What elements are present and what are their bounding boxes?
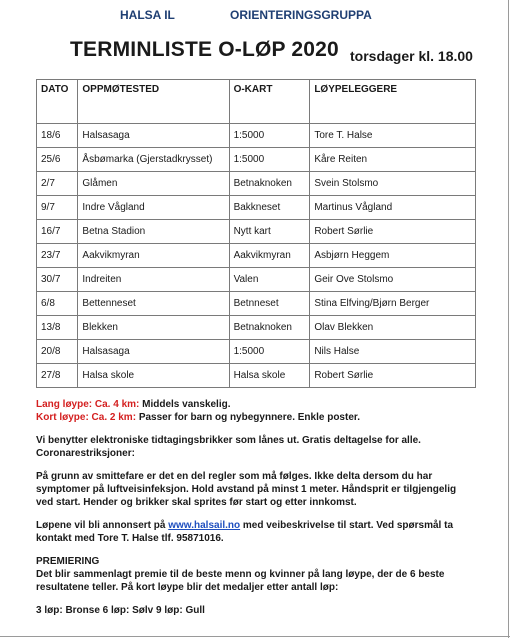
table-row [37,148,476,172]
table-row [37,292,476,316]
table-row [37,316,476,340]
page-border-bottom [0,636,510,637]
course-setter-cell: Robert Sørlie [310,220,476,244]
medals-text: 3 løp: Bronse 6 løp: Sølv 9 løp: Gull [36,605,205,616]
short-course-line [36,411,476,424]
course-setter-cell: Robert Sørlie [310,364,476,388]
course-setter-cell: Nils Halse [310,340,476,364]
venue-cell: Åsbømarka (Gjerstadkrysset) [78,148,229,172]
table-row [37,196,476,220]
venue-cell: Halsasaga [78,124,229,148]
column-header-map: O-KART [229,80,310,124]
announcement-post: med veibeskrivelse til start. Ved spørsmål ta kontakt med Tore T. Halse tlf. 95871016. [36,520,454,544]
announcement-text [36,519,476,545]
long-course-label: Lang løype: Ca. 4 km: [36,399,140,410]
course-setter-cell: Geir Ove Stolsmo [310,268,476,292]
column-header-course-setters: LØYPELEGGERE [310,80,476,124]
venue-cell: Halsasaga [78,340,229,364]
page-border-right [508,0,509,638]
schedule-time: torsdager kl. 18.00 [350,48,473,64]
map-cell: Nytt kart [229,220,310,244]
course-setter-cell: Martinus Vågland [310,196,476,220]
venue-cell: Bettenneset [78,292,229,316]
date-cell: 20/8 [37,340,78,364]
date-cell: 25/6 [37,148,78,172]
course-setter-cell: Olav Blekken [310,316,476,340]
long-course-text: Middels vanskelig. [142,399,231,410]
club-name: HALSA IL [120,8,175,22]
map-cell: Betnaknoken [229,172,310,196]
map-cell: 1:5000 [229,148,310,172]
brikker-text: Vi benytter elektroniske tidtagingsbrikker som lånes ut. Gratis deltagelse for alle. [36,435,421,446]
map-cell: Halsa skole [229,364,310,388]
map-cell: 1:5000 [229,124,310,148]
date-cell: 13/8 [37,316,78,340]
venue-cell: Indre Vågland [78,196,229,220]
table-row [37,340,476,364]
page-title: TERMINLISTE O-LØP 2020 [70,38,339,61]
date-cell: 27/8 [37,364,78,388]
map-cell: 1:5000 [229,340,310,364]
table-row [37,124,476,148]
premiering-heading: PREMIERING [36,556,100,567]
venue-cell: Glåmen [78,172,229,196]
map-cell: Aakvikmyran [229,244,310,268]
course-setter-cell: Asbjørn Heggem [310,244,476,268]
map-cell: Bakkneset [229,196,310,220]
notes-section [36,398,476,617]
corona-text: På grunn av smittefare er det en del regler som må følges. Ikke delta dersom du har symptomer på luftveisinfeksjon. Hold avstand på minst 1 meter. Håndsprit er tilgjengelig ved start. Hender og brikker skal sprites før start og etter innkomst. [36,471,457,508]
venue-cell: Blekken [78,316,229,340]
table-row [37,244,476,268]
group-name: ORIENTERINGSGRUPPA [230,8,372,22]
course-setter-cell: Kåre Reiten [310,148,476,172]
map-cell: Betnneset [229,292,310,316]
premiering-text: Det blir sammenlagt premie til de beste menn og kvinner på lang løype, der de 6 beste resultatene teller. På kort løype blir det medaljer etter antall løp: [36,569,445,593]
column-header-date: DATO [37,80,78,124]
date-cell: 30/7 [37,268,78,292]
venue-cell: Aakvikmyran [78,244,229,268]
course-setter-cell: Stina Elfving/Bjørn Berger [310,292,476,316]
course-setter-cell: Svein Stolsmo [310,172,476,196]
long-course-line [36,398,476,411]
date-cell: 6/8 [37,292,78,316]
corona-heading: Coronarestriksjoner: [36,448,135,459]
date-cell: 2/7 [37,172,78,196]
website-link[interactable]: www.halsail.no [168,520,241,531]
column-header-venue: OPPMØTESTED [78,80,229,124]
venue-cell: Betna Stadion [78,220,229,244]
table-row [37,172,476,196]
date-cell: 9/7 [37,196,78,220]
map-cell: Betnaknoken [229,316,310,340]
venue-cell: Indreiten [78,268,229,292]
announcement-pre: Løpene vil bli annonsert på [36,520,169,531]
date-cell: 16/7 [37,220,78,244]
short-course-text: Passer for barn og nybegynnere. Enkle poster. [138,412,360,423]
venue-cell: Halsa skole [78,364,229,388]
date-cell: 23/7 [37,244,78,268]
schedule-table [36,79,476,388]
table-row [37,364,476,388]
table-row [37,220,476,244]
course-setter-cell: Tore T. Halse [310,124,476,148]
table-body [37,124,476,388]
table-row [37,268,476,292]
map-cell: Valen [229,268,310,292]
short-course-label: Kort løype: Ca. 2 km: [36,412,137,423]
table-header-row [37,80,476,124]
date-cell: 18/6 [37,124,78,148]
